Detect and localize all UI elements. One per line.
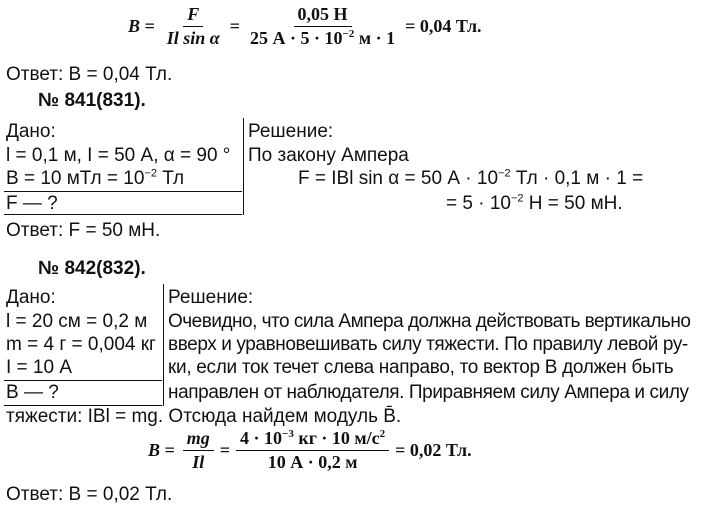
p842-text-line5: тяжести: IBl = mg. Отсюда найдем модуль B̄.: [6, 406, 402, 427]
p841-find: F — ?: [6, 193, 58, 214]
eq842-f1-numerator: mg: [183, 428, 214, 451]
eq842-f2-denominator: 10 А · 0,2 м: [267, 452, 358, 472]
eq1-fraction-1: [163, 4, 224, 49]
eq1-lhs: B =: [128, 16, 155, 36]
p842-separator: [163, 284, 164, 406]
eq1-f1-numerator: F: [183, 4, 203, 27]
eq1-fraction-2: [246, 4, 399, 49]
eq842-result: = 0,02 Тл.: [395, 440, 472, 460]
eq842-fraction-2: [236, 428, 389, 473]
eq1-f1-denominator: Il sin α: [166, 28, 220, 48]
eq842-lhs: B =: [148, 440, 175, 460]
problem-841-number: № 841(831).: [38, 90, 146, 111]
answer-first: Ответ: B = 0,04 Тл.: [6, 64, 173, 85]
p841-find-underline: [4, 214, 242, 215]
eq842-fraction-1: [183, 428, 214, 473]
eq1-f2-denominator: 25 $А \cdot 5 \cdot 10^{-2}$ м · 1: [250, 28, 396, 48]
eq842-equals: =: [219, 440, 231, 460]
problem-842-number: № 842(832).: [38, 258, 146, 279]
eq1-f2-numerator: 0,05 Н: [294, 4, 352, 27]
p841-solution-label: Решение:: [248, 121, 334, 142]
eq842-f2-numerator: $4 \cdot 10^{-3}$ кг · 10 $м/с^2$: [236, 428, 389, 451]
p841-separator: [243, 118, 244, 215]
p841-given-line2: B = 10 мТл = $10^{-2}$ Тл: [6, 167, 185, 189]
p842-answer: Ответ: B = 0,02 Тл.: [6, 484, 173, 505]
p842-solution-label: Решение:: [168, 287, 254, 308]
p841-given-label: Дано:: [6, 121, 56, 142]
eq1-equals: =: [229, 16, 241, 36]
eq842-f1-denominator: Il: [192, 452, 205, 472]
p841-formula-line1: F = IBl sin α = 50 $А \cdot 10^{-2}$ Тл · 0,1 м · 1 =: [298, 167, 644, 189]
equation-b-first: [128, 4, 488, 49]
p841-law: По закону Ампера: [248, 145, 409, 166]
p841-formula-line2: = $5 \cdot 10^{-2}$ Н = 50 мН.: [446, 192, 623, 214]
p842-given-line1: l = 20 см = 0,2 м: [6, 311, 148, 332]
p841-given-line1: l = 0,1 м, I = 50 А, α = 90 °: [6, 145, 231, 166]
p842-text-line2: вверх и уравновешивать силу тяжести. По правилу левой ру-: [168, 334, 688, 355]
eq1-result: = 0,04 Тл.: [405, 16, 482, 36]
p842-text-line1: Очевидно, что сила Ампера должна действовать вертикально: [168, 311, 691, 332]
p842-text-line4: направлен от наблюдателя. Приравняем силу Ампера и силу: [168, 382, 689, 403]
p841-answer: Ответ: F = 50 мН.: [6, 220, 161, 241]
p842-given-line3: I = 10 А: [6, 357, 73, 378]
p842-find: B — ?: [6, 382, 59, 403]
equation-b-842: [148, 428, 478, 473]
p842-given-label: Дано:: [6, 287, 56, 308]
p842-given-line2: m = 4 г = 0,004 кг: [6, 334, 156, 355]
p842-text-line3: ки, если ток течет слева направо, то вектор В должен быть: [168, 357, 674, 378]
